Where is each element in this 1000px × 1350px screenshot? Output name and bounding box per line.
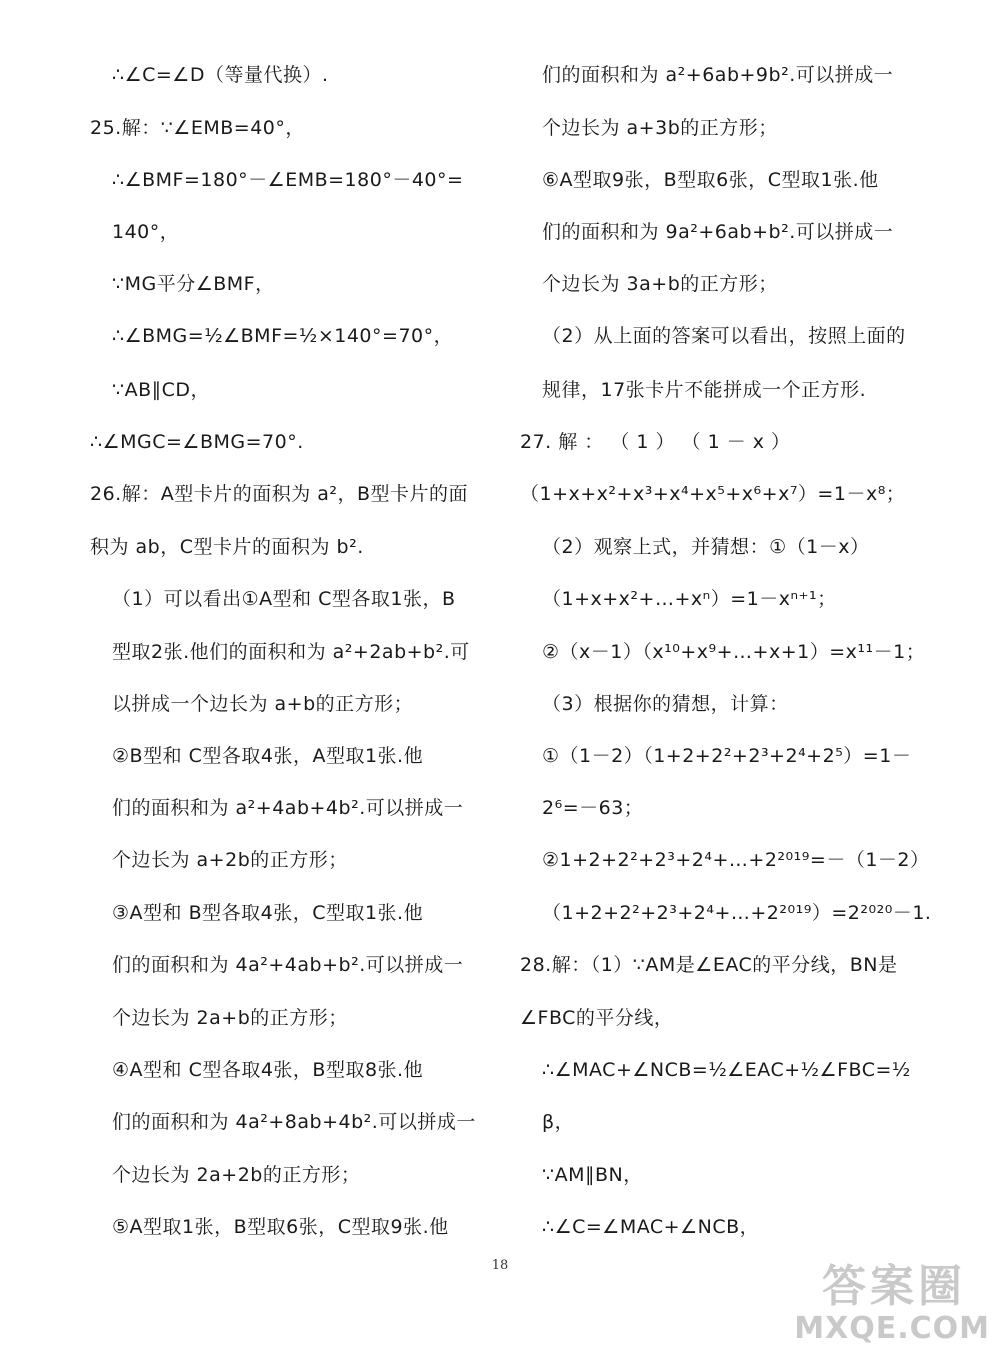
text-line: ⑤A型取1张，B型取6张，C型取9张.他 <box>112 1216 449 1238</box>
text-line: ∴∠C=∠D（等量代换）. <box>112 64 329 86</box>
text-line: ④A型和 C型各取4张，B型取8张.他 <box>112 1059 424 1081</box>
watermark-site-text: MXQE.COM <box>794 1311 990 1346</box>
text-line: ③A型和 B型各取4张，C型取1张.他 <box>112 902 424 924</box>
text-line: ②B型和 C型各取4张，A型取1张.他 <box>112 745 424 767</box>
text-line: 28.解：（1）∵AM是∠EAC的平分线，BN是 <box>520 954 898 976</box>
text-line: （2）观察上式，并猜想：①（1－x） <box>542 536 870 558</box>
text-line: 们的面积和为 a²+4ab+4b².可以拼成一 <box>112 797 464 819</box>
text-line: ∴∠BMG=½∠BMF=½×140°=70°， <box>112 325 454 347</box>
text-line: 规律，17张卡片不能拼成一个正方形. <box>542 379 867 401</box>
text-line: 以拼成一个边长为 a+b的正方形； <box>112 693 414 715</box>
text-line: 个边长为 2a+b的正方形； <box>112 1007 348 1029</box>
text-line: β， <box>542 1111 575 1133</box>
watermark-main-text: 答案圈 <box>822 1261 966 1312</box>
watermark-logo <box>700 1262 996 1348</box>
text-line: （1）可以看出①A型和 C型各取1张，B <box>112 588 456 610</box>
text-line: ∵MG平分∠BMF， <box>112 273 275 295</box>
text-line: ∴∠MAC+∠NCB=½∠EAC+½∠FBC=½ <box>542 1059 911 1081</box>
text-line: 25.解：∵∠EMB=40°， <box>90 117 305 139</box>
text-line: 个边长为 a+2b的正方形； <box>112 849 348 871</box>
text-line: 积为 ab，C型卡片的面积为 b². <box>90 536 364 558</box>
text-line: 个边长为 a+3b的正方形； <box>542 117 778 139</box>
text-line: ∵AM∥BN， <box>542 1164 643 1186</box>
text-line: ①（1－2）（1+2+2²+2³+2⁴+2⁵）=1－ <box>542 745 912 767</box>
text-line: 26.解：A型卡片的面积为 a²，B型卡片的面 <box>90 483 469 505</box>
text-line: ∴∠MGC=∠BMG=70°. <box>90 431 304 453</box>
text-line: 们的面积和为 a²+6ab+9b².可以拼成一 <box>542 64 894 86</box>
text-line: 个边长为 3a+b的正方形； <box>542 273 778 295</box>
text-line: ②（x－1）（x¹⁰+x⁹+…+x+1）=x¹¹－1； <box>542 641 926 663</box>
text-line: 们的面积和为 9a²+6ab+b².可以拼成一 <box>542 221 894 243</box>
text-line: （1+x+x²+…+xⁿ）=1－xⁿ⁺¹； <box>542 588 837 610</box>
text-line: ∠FBC的平分线， <box>520 1007 674 1029</box>
text-line: 型取2张.他们的面积和为 a²+2ab+b².可 <box>112 641 470 663</box>
text-line: （1+2+2²+2³+2⁴+…+2²⁰¹⁹）=2²⁰²⁰－1. <box>542 902 932 924</box>
page-number: 18 <box>491 1258 509 1273</box>
text-line: 们的面积和为 4a²+4ab+b².可以拼成一 <box>112 954 464 976</box>
text-line: 140°， <box>112 221 180 243</box>
text-line: ⑥A型取9张，B型取6张，C型取1张.他 <box>542 169 879 191</box>
text-line: （3）根据你的猜想，计算： <box>542 693 789 715</box>
text-line: 们的面积和为 4a²+8ab+4b².可以拼成一 <box>112 1111 476 1133</box>
text-line: 个边长为 2a+2b的正方形； <box>112 1164 361 1186</box>
text-line: ∵AB∥CD， <box>112 379 211 401</box>
text-line: ②1+2+2²+2³+2⁴+…+2²⁰¹⁹=－（1－2） <box>542 849 930 871</box>
text-line: （1+x+x²+x³+x⁴+x⁵+x⁶+x⁷）=1－x⁸； <box>520 483 906 505</box>
text-line: 2⁶=－63； <box>542 797 644 819</box>
text-line: ∴∠C=∠MAC+∠NCB， <box>542 1216 760 1238</box>
text-line: （2）从上面的答案可以看出，按照上面的 <box>542 325 906 347</box>
text-line: ∴∠BMF=180°－∠EMB=180°－40°= <box>112 169 464 191</box>
text-line: 27. 解 ： （ 1 ） （ 1 － x ） <box>520 431 791 453</box>
